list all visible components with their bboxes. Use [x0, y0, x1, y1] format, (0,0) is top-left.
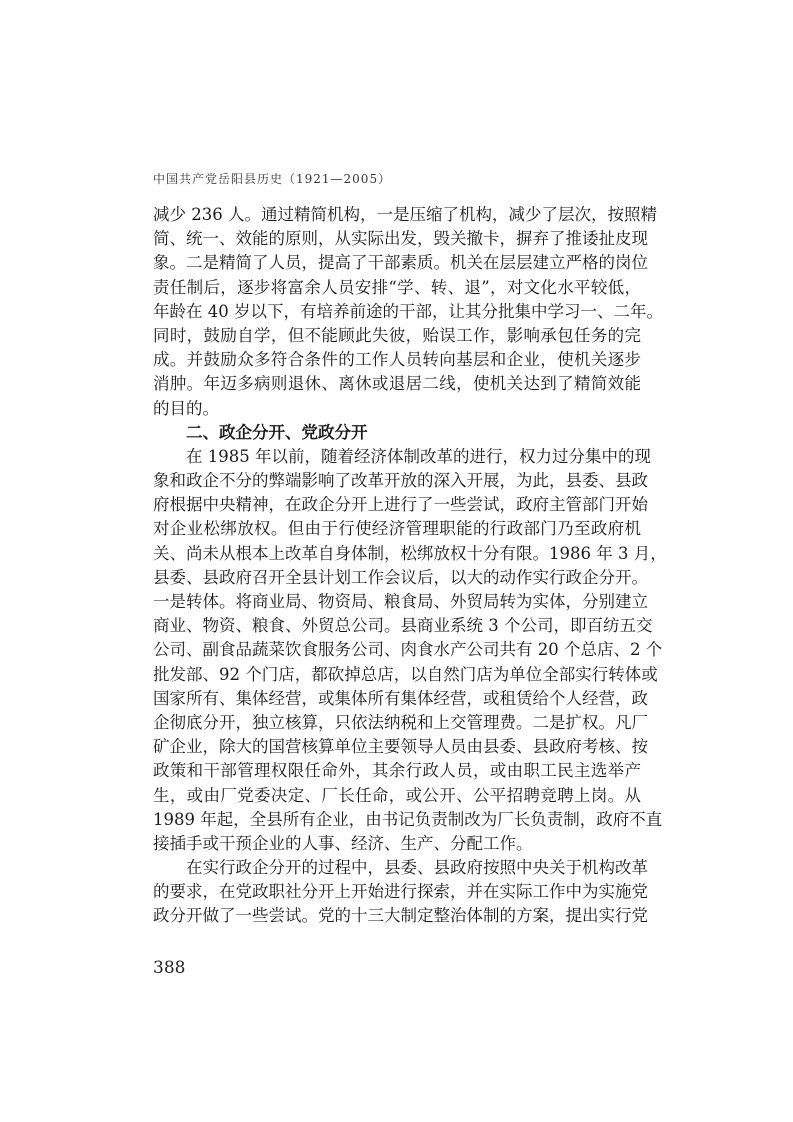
text-line: 象。二是精简了人员，提高了干部素质。机关在层层建立严格的岗位 [153, 253, 648, 273]
running-header: 中国共产党岳阳县历史（1921—2005） [153, 172, 392, 186]
text-line: 公司、副食品蔬菜饮食服务公司、肉食水产公司共有 20 个总店、2 个 [153, 640, 663, 660]
text-line: 府根据中央精神，在政企分开上进行了一些尝试，政府主管部门开始 [153, 495, 648, 515]
text-line: 企彻底分开，独立核算，只依法纳税和上交管理费。二是扩权。凡厂 [153, 712, 648, 732]
text-line: 1989 年起，全县所有企业，由书记负责制改为厂长负责制，政府不直 [153, 809, 663, 829]
text-line: 县委、县政府召开全县计划工作会议后，以大的动作实行政企分开。 [153, 567, 648, 587]
text-line: 象和政企不分的弊端影响了改革开放的深入开展，为此，县委、县政 [153, 471, 648, 491]
text-line: 成。并鼓励众多符合条件的工作人员转向基层和企业，使机关逐步 [153, 350, 641, 370]
text-line: 矿企业，除大的国营核算单位主要领导人员由县委、县政府考核、按 [153, 737, 648, 757]
body-text [153, 203, 667, 929]
text-line: 政分开做了一些尝试。党的十三大制定整治体制的方案，提出实行党 [153, 906, 648, 926]
text-line: 国家所有、集体经营，或集体所有集体经营，或租赁给个人经营，政 [153, 688, 648, 708]
text-line: 的目的。 [153, 398, 219, 418]
text-line: 接插手或干预企业的人事、经济、生产、分配工作。 [153, 833, 533, 853]
section-heading: 二、政企分开、党政分开 [186, 422, 368, 442]
text-line: 批发部、92 个门店，都砍掉总店，以自然门店为单位全部实行转体或 [153, 664, 658, 684]
page-number: 388 [153, 958, 186, 978]
text-line: 政策和干部管理权限任命外，其余行政人员，或由职工民主选举产 [153, 761, 641, 781]
text-line: 关、尚未从根本上改革自身体制，松绑放权十分有限。1986 年 3 月， [153, 543, 667, 563]
text-line: 对企业松绑放权。但由于行使经济管理职能的行政部门乃至政府机 [153, 519, 641, 539]
text-line: 同时，鼓励自学，但不能顾此失彼，贻误工作，影响承包任务的完 [153, 325, 641, 345]
text-line: 消肿。年迈多病则退休、离休或退居二线，使机关达到了精简效能 [153, 374, 641, 394]
text-line: 商业、物资、粮食、外贸总公司。县商业系统 3 个公司，即百纺五交 [153, 616, 653, 636]
text-line: 的要求，在党政职社分开上开始进行探索，并在实际工作中为实施党 [153, 882, 648, 902]
text-line: 生，或由厂党委决定、厂长任命，或公开、公平招聘竞聘上岗。从 [153, 785, 641, 805]
text-line: 简、统一、效能的原则，从实际出发，毁关撤卡，摒弃了推诿扯皮现 [153, 229, 648, 249]
text-line: 在实行政企分开的过程中，县委、县政府按照中央关于机构改革 [186, 858, 648, 878]
text-line: 责任制后，逐步将富余人员安排“学、转、退”，对文化水平较低， [153, 277, 641, 297]
text-line: 一是转体。将商业局、物资局、粮食局、外贸局转为实体，分别建立 [153, 592, 648, 611]
text-line: 减少 236 人。通过精简机构，一是压缩了机构，减少了层次，按照精 [153, 205, 657, 224]
text-line: 在 1985 年以前，随着经济体制改革的进行，权力过分集中的现 [186, 446, 651, 466]
text-line: 年龄在 40 岁以下，有培养前途的干部，让其分批集中学习一、二年。 [153, 301, 663, 321]
